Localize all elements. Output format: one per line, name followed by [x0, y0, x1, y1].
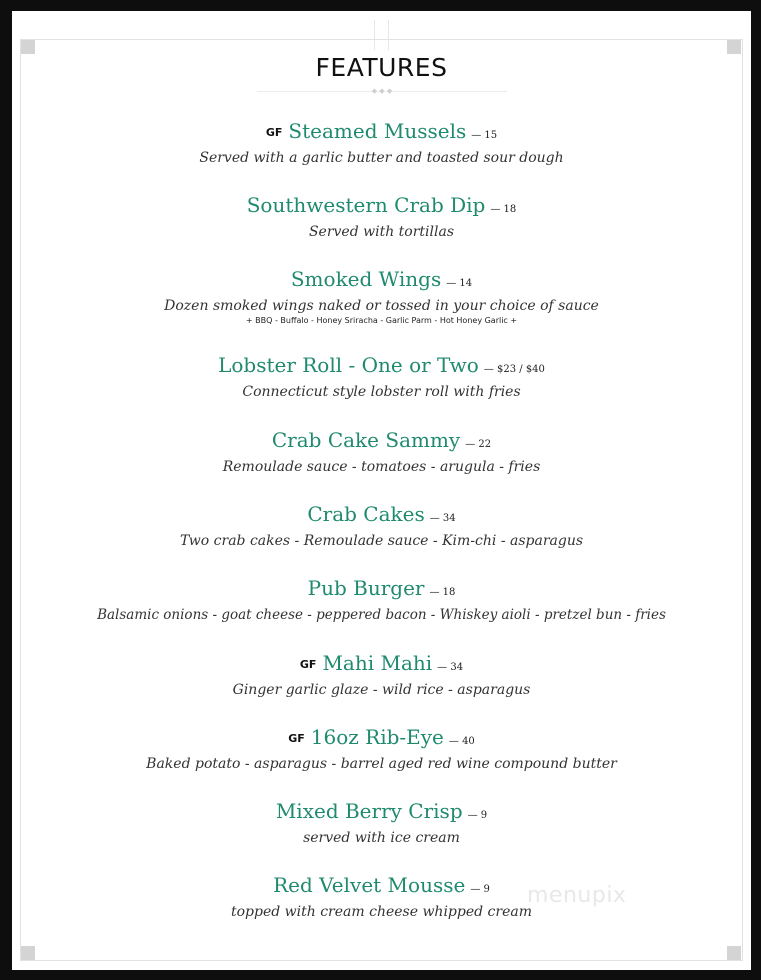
menu-item-name: Mahi Mahi	[322, 651, 433, 675]
menu-item-name: Pub Burger	[307, 576, 425, 600]
menu-page	[12, 11, 751, 970]
menu-item-price: — 15	[471, 130, 498, 141]
top-divider-line	[374, 20, 375, 50]
menu-item-description: Served with tortillas	[308, 224, 455, 240]
menu-item-price: — 34	[429, 513, 456, 524]
menu-item-price: — 9	[470, 884, 490, 895]
menu-item	[12, 192, 751, 242]
menu-item-price: — 18	[490, 204, 517, 215]
menu-item	[12, 501, 751, 551]
menu-item-name: Southwestern Crab Dip	[246, 193, 486, 217]
menu-item-name: Red Velvet Mousse	[273, 873, 466, 897]
corner-ornament-top-left	[21, 40, 35, 54]
menu-item-name: Mixed Berry Crisp	[275, 799, 463, 823]
menu-item	[12, 427, 751, 477]
gluten-free-tag: GF	[265, 126, 283, 139]
menu-item	[12, 724, 751, 774]
menu-item-price: — 18	[429, 587, 456, 598]
menu-item	[12, 575, 751, 625]
menu-item-name: Steamed Mussels	[288, 119, 467, 143]
menu-item-description: served with ice cream	[303, 830, 460, 846]
corner-ornament-bottom-left	[21, 946, 35, 960]
menupix-watermark: menupix	[527, 883, 627, 908]
menu-item-name: Smoked Wings	[290, 267, 442, 291]
menu-item-price: — 9	[467, 810, 488, 821]
gluten-free-tag: GF	[299, 658, 317, 671]
sauce-options: + BBQ - Buffalo - Honey Sriracha - Garlic Parm - Hot Honey Garlic +	[245, 316, 518, 325]
menu-item-description: Remoulade sauce - tomatoes - arugula - fries	[222, 459, 541, 475]
menu-item	[12, 650, 751, 700]
menu-item-description: Dozen smoked wings naked or tossed in your choice of sauce	[164, 298, 599, 314]
menu-item-description: Ginger garlic glaze - wild rice - asparagus	[232, 682, 531, 698]
menu-item-description: Balsamic onions - goat cheese - peppered bacon - Whiskey aioli - pretzel bun - fries	[97, 607, 666, 623]
title-ornament: ◆ ◆ ◆	[371, 87, 393, 95]
top-divider-line	[388, 20, 389, 50]
menu-item-name: Lobster Roll - One or Two	[218, 353, 479, 377]
menu-item-name: Crab Cake Sammy	[271, 428, 461, 452]
menu-item-description: Connecticut style lobster roll with fries	[242, 384, 521, 400]
page-title: FEATURES	[315, 53, 448, 82]
menu-item-price: — 14	[446, 278, 473, 289]
menu-item-price: — 34	[437, 662, 464, 673]
menu-item-name: Crab Cakes	[307, 502, 425, 526]
corner-ornament-bottom-right	[727, 946, 741, 960]
menu-item	[12, 118, 751, 168]
menu-item-price: — $23 / $40	[483, 364, 545, 375]
menu-item-description: Baked potato - asparagus - barrel aged red wine compound butter	[146, 756, 617, 772]
menu-item	[12, 266, 751, 326]
menu-item	[12, 352, 751, 402]
corner-ornament-top-right	[727, 40, 741, 54]
menu-item-description: topped with cream cheese whipped cream	[230, 904, 532, 920]
menu-item-name: 16oz Rib-Eye	[310, 725, 444, 749]
menu-item-price: — 22	[465, 439, 492, 450]
menu-item-price: — 40	[448, 736, 475, 747]
menu-item-description: Served with a garlic butter and toasted sour dough	[199, 150, 564, 166]
menu-item	[12, 798, 751, 848]
menu-item-description: Two crab cakes - Remoulade sauce - Kim-chi - asparagus	[179, 533, 584, 549]
gluten-free-tag: GF	[288, 732, 305, 745]
